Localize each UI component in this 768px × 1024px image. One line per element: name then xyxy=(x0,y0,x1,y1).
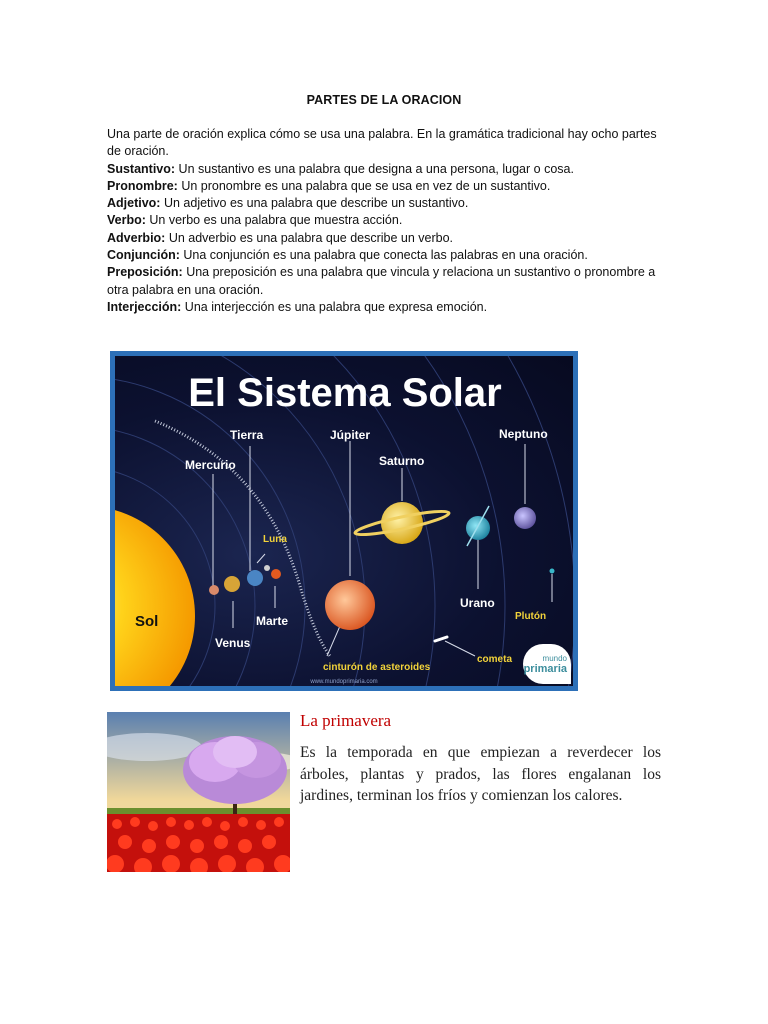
mercury xyxy=(209,585,219,595)
pluto xyxy=(550,569,555,574)
spring-heading: La primavera xyxy=(300,711,392,730)
definition-text: Un sustantivo es una palabra que designa a una persona, lugar o cosa. xyxy=(175,161,574,176)
definition-conjuncion xyxy=(107,247,667,264)
mundo-primaria-logo xyxy=(523,644,571,684)
label-saturno: Saturno xyxy=(379,454,425,468)
logo-text-bottom: primaria xyxy=(523,662,567,675)
term: Adjetivo: xyxy=(107,196,161,211)
label-neptuno: Neptuno xyxy=(499,427,548,441)
spring-tree-image xyxy=(107,712,290,872)
mars xyxy=(271,569,281,579)
earth xyxy=(247,570,263,586)
label-tierra: Tierra xyxy=(230,428,264,442)
label-mercurio: Mercurio xyxy=(185,458,236,472)
definition-adverbio xyxy=(107,230,667,247)
definition-text: Un pronombre es una palabra que se usa en vez de un sustantivo. xyxy=(177,178,551,193)
label-marte: Marte xyxy=(256,614,289,628)
comet xyxy=(435,637,447,641)
poster-credit: www.mundoprimaria.com xyxy=(310,679,378,685)
text-body xyxy=(107,126,667,316)
poster-title: El Sistema Solar xyxy=(188,371,502,415)
definition-text: Una preposición es una palabra que vincula y relaciona un sustantivo o pronombre a otra palabra en una oración. xyxy=(107,265,656,297)
definition-text: Una conjunción es una palabra que conecta las palabras en una oración. xyxy=(179,248,588,263)
jupiter xyxy=(325,580,375,630)
spring-tree-photo xyxy=(107,712,290,872)
definition-pronombre xyxy=(107,178,667,195)
label-cometa: cometa xyxy=(477,654,513,665)
term: Adverbio: xyxy=(107,230,166,245)
definition-sustantivo xyxy=(107,161,667,178)
definition-adjetivo xyxy=(107,195,667,212)
definition-text: Un verbo es una palabra que muestra acción. xyxy=(145,213,403,228)
definition-interjeccion xyxy=(107,299,667,316)
spring-paragraph: Es la temporada en que empiezan a reverdecer los árboles, plantas y prados, las flores engalanan los jardines, terminan los fríos y comienzan los calores. xyxy=(300,744,661,804)
sun xyxy=(115,506,195,686)
term: Sustantivo: xyxy=(107,161,176,176)
venus xyxy=(224,576,240,592)
uranus xyxy=(466,516,490,540)
definition-text: Un adjetivo es una palabra que describe un sustantivo. xyxy=(160,196,469,211)
definition-verbo xyxy=(107,212,667,229)
saturn xyxy=(354,502,450,544)
solar-system-poster xyxy=(110,351,578,691)
definition-text: Una interjección es una palabra que expresa emoción. xyxy=(181,299,488,314)
definition-preposicion xyxy=(107,264,667,299)
term: Interjección: xyxy=(107,299,182,314)
label-asteroides: cinturón de asteroides xyxy=(323,662,431,673)
neptune xyxy=(514,507,536,529)
page-title: PARTES DE LA ORACION xyxy=(306,93,462,107)
term: Pronombre: xyxy=(107,178,178,193)
label-jupiter: Júpiter xyxy=(330,428,371,442)
label-urano: Urano xyxy=(460,596,495,610)
label-venus: Venus xyxy=(215,636,251,650)
definition-text: Un adverbio es una palabra que describe un verbo. xyxy=(165,230,454,245)
term: Conjunción: xyxy=(107,248,180,263)
label-luna: Luna xyxy=(263,534,287,545)
solar-system-illustration xyxy=(115,356,573,686)
planet-labels xyxy=(135,427,548,673)
intro-paragraph: Una parte de oración explica cómo se usa una palabra. En la gramática tradicional hay ocho partes de oración. xyxy=(107,127,657,159)
term: Preposición: xyxy=(107,265,183,280)
label-sol: Sol xyxy=(135,613,159,630)
logo-text-top: mundo xyxy=(542,653,567,663)
term: Verbo: xyxy=(107,213,146,228)
moon xyxy=(264,565,270,571)
label-pluton: Plutón xyxy=(515,611,547,622)
